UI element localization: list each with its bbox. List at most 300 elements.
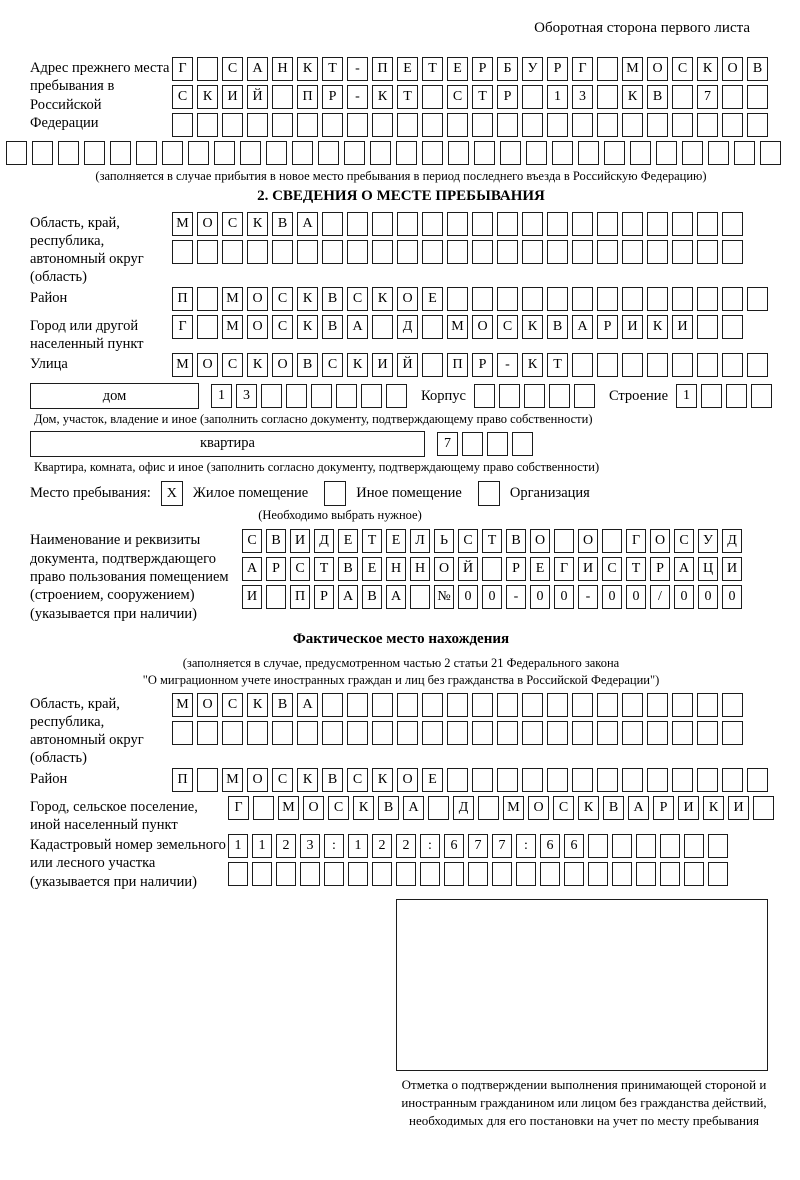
- char-box[interactable]: [622, 693, 643, 717]
- char-box[interactable]: К: [247, 353, 268, 377]
- char-box[interactable]: О: [272, 353, 293, 377]
- char-box[interactable]: Т: [547, 353, 568, 377]
- char-box[interactable]: [492, 862, 512, 886]
- char-box[interactable]: [747, 353, 768, 377]
- char-box[interactable]: [172, 240, 193, 264]
- char-box[interactable]: [684, 862, 704, 886]
- char-box[interactable]: [497, 693, 518, 717]
- char-box[interactable]: [547, 693, 568, 717]
- char-box[interactable]: 3: [300, 834, 320, 858]
- char-box[interactable]: Е: [530, 557, 550, 581]
- char-box[interactable]: П: [172, 287, 193, 311]
- char-box[interactable]: [722, 721, 743, 745]
- char-box[interactable]: В: [322, 287, 343, 311]
- char-box[interactable]: К: [247, 693, 268, 717]
- char-box[interactable]: [422, 693, 443, 717]
- char-box[interactable]: [448, 141, 469, 165]
- char-box[interactable]: И: [222, 85, 243, 109]
- char-box[interactable]: :: [420, 834, 440, 858]
- char-box[interactable]: К: [353, 796, 374, 820]
- char-box[interactable]: :: [516, 834, 536, 858]
- char-box[interactable]: [682, 141, 703, 165]
- char-box[interactable]: С: [347, 768, 368, 792]
- char-box[interactable]: 1: [547, 85, 568, 109]
- char-box[interactable]: [197, 768, 218, 792]
- char-box[interactable]: 7: [437, 432, 458, 456]
- char-box[interactable]: 1: [676, 384, 697, 408]
- char-box[interactable]: 7: [468, 834, 488, 858]
- char-box[interactable]: [697, 721, 718, 745]
- char-box[interactable]: В: [297, 353, 318, 377]
- char-box[interactable]: [344, 141, 365, 165]
- char-box[interactable]: [347, 693, 368, 717]
- char-box[interactable]: [597, 240, 618, 264]
- char-box[interactable]: Р: [472, 353, 493, 377]
- char-box[interactable]: А: [247, 57, 268, 81]
- char-box[interactable]: В: [647, 85, 668, 109]
- char-box[interactable]: Б: [497, 57, 518, 81]
- char-box[interactable]: [84, 141, 105, 165]
- char-box[interactable]: [647, 240, 668, 264]
- char-box[interactable]: С: [272, 287, 293, 311]
- char-box[interactable]: И: [622, 315, 643, 339]
- char-box[interactable]: Г: [172, 57, 193, 81]
- char-box[interactable]: [497, 721, 518, 745]
- char-box[interactable]: [697, 768, 718, 792]
- char-box[interactable]: [197, 315, 218, 339]
- char-box[interactable]: [697, 315, 718, 339]
- char-box[interactable]: [722, 768, 743, 792]
- char-box[interactable]: Т: [322, 57, 343, 81]
- char-box[interactable]: [222, 721, 243, 745]
- char-box[interactable]: [602, 529, 622, 553]
- char-box[interactable]: [684, 834, 704, 858]
- char-box[interactable]: [214, 141, 235, 165]
- char-box[interactable]: [760, 141, 781, 165]
- char-box[interactable]: Н: [272, 57, 293, 81]
- char-box[interactable]: [578, 141, 599, 165]
- char-box[interactable]: [549, 384, 570, 408]
- char-box[interactable]: К: [247, 212, 268, 236]
- char-box[interactable]: [554, 529, 574, 553]
- char-box[interactable]: 6: [444, 834, 464, 858]
- char-box[interactable]: [474, 141, 495, 165]
- char-box[interactable]: [522, 240, 543, 264]
- char-box[interactable]: [672, 353, 693, 377]
- checkbox-inoe[interactable]: [324, 481, 346, 506]
- char-box[interactable]: О: [528, 796, 549, 820]
- char-box[interactable]: [336, 384, 357, 408]
- char-box[interactable]: А: [338, 585, 358, 609]
- char-box[interactable]: [322, 212, 343, 236]
- char-box[interactable]: 2: [396, 834, 416, 858]
- char-box[interactable]: [247, 721, 268, 745]
- char-box[interactable]: В: [266, 529, 286, 553]
- char-box[interactable]: Р: [266, 557, 286, 581]
- char-box[interactable]: [396, 862, 416, 886]
- char-box[interactable]: [253, 796, 274, 820]
- char-box[interactable]: Т: [626, 557, 646, 581]
- char-box[interactable]: [347, 113, 368, 137]
- char-box[interactable]: [564, 862, 584, 886]
- char-box[interactable]: №: [434, 585, 454, 609]
- char-box[interactable]: [348, 862, 368, 886]
- char-box[interactable]: [422, 240, 443, 264]
- char-box[interactable]: [660, 834, 680, 858]
- char-box[interactable]: П: [290, 585, 310, 609]
- char-box[interactable]: Ц: [698, 557, 718, 581]
- char-box[interactable]: [247, 113, 268, 137]
- char-box[interactable]: [497, 240, 518, 264]
- char-box[interactable]: [612, 862, 632, 886]
- char-box[interactable]: 0: [554, 585, 574, 609]
- char-box[interactable]: [347, 212, 368, 236]
- char-box[interactable]: 0: [602, 585, 622, 609]
- char-box[interactable]: [370, 141, 391, 165]
- char-box[interactable]: Р: [322, 85, 343, 109]
- char-box[interactable]: [222, 113, 243, 137]
- char-box[interactable]: [422, 113, 443, 137]
- char-box[interactable]: М: [172, 353, 193, 377]
- char-box[interactable]: [722, 693, 743, 717]
- char-box[interactable]: [672, 721, 693, 745]
- char-box[interactable]: [347, 240, 368, 264]
- char-box[interactable]: Т: [397, 85, 418, 109]
- char-box[interactable]: [474, 384, 495, 408]
- char-box[interactable]: Р: [472, 57, 493, 81]
- char-box[interactable]: [261, 384, 282, 408]
- char-box[interactable]: И: [672, 315, 693, 339]
- char-box[interactable]: [747, 768, 768, 792]
- char-box[interactable]: Е: [338, 529, 358, 553]
- char-box[interactable]: [672, 113, 693, 137]
- char-box[interactable]: -: [497, 353, 518, 377]
- char-box[interactable]: Д: [314, 529, 334, 553]
- char-box[interactable]: [547, 212, 568, 236]
- char-box[interactable]: [472, 721, 493, 745]
- char-box[interactable]: О: [578, 529, 598, 553]
- char-box[interactable]: М: [278, 796, 299, 820]
- char-box[interactable]: С: [672, 57, 693, 81]
- char-box[interactable]: [697, 212, 718, 236]
- char-box[interactable]: [647, 353, 668, 377]
- char-box[interactable]: В: [362, 585, 382, 609]
- char-box[interactable]: [428, 796, 449, 820]
- char-box[interactable]: [647, 287, 668, 311]
- char-box[interactable]: Л: [410, 529, 430, 553]
- char-box[interactable]: С: [497, 315, 518, 339]
- char-box[interactable]: [266, 141, 287, 165]
- char-box[interactable]: С: [290, 557, 310, 581]
- char-box[interactable]: [297, 240, 318, 264]
- char-box[interactable]: [372, 721, 393, 745]
- char-box[interactable]: С: [553, 796, 574, 820]
- char-box[interactable]: [522, 212, 543, 236]
- char-box[interactable]: О: [472, 315, 493, 339]
- checkbox-org[interactable]: [478, 481, 500, 506]
- char-box[interactable]: [276, 862, 296, 886]
- char-box[interactable]: [447, 693, 468, 717]
- char-box[interactable]: [397, 693, 418, 717]
- char-box[interactable]: [188, 141, 209, 165]
- char-box[interactable]: [540, 862, 560, 886]
- char-box[interactable]: [497, 287, 518, 311]
- char-box[interactable]: [487, 432, 508, 456]
- checkbox-zhiloe[interactable]: X: [161, 481, 183, 506]
- char-box[interactable]: Д: [397, 315, 418, 339]
- char-box[interactable]: [597, 57, 618, 81]
- char-box[interactable]: [197, 113, 218, 137]
- char-box[interactable]: [672, 768, 693, 792]
- char-box[interactable]: Е: [447, 57, 468, 81]
- char-box[interactable]: М: [222, 315, 243, 339]
- char-box[interactable]: Ь: [434, 529, 454, 553]
- char-box[interactable]: [497, 113, 518, 137]
- char-box[interactable]: [444, 862, 464, 886]
- char-box[interactable]: [722, 287, 743, 311]
- char-box[interactable]: [500, 141, 521, 165]
- char-box[interactable]: [272, 113, 293, 137]
- char-box[interactable]: [622, 721, 643, 745]
- char-box[interactable]: [697, 240, 718, 264]
- char-box[interactable]: 2: [372, 834, 392, 858]
- char-box[interactable]: [136, 141, 157, 165]
- char-box[interactable]: Т: [362, 529, 382, 553]
- char-box[interactable]: Т: [422, 57, 443, 81]
- char-box[interactable]: И: [578, 557, 598, 581]
- char-box[interactable]: [522, 693, 543, 717]
- char-box[interactable]: [297, 113, 318, 137]
- char-box[interactable]: -: [578, 585, 598, 609]
- char-box[interactable]: [597, 353, 618, 377]
- char-box[interactable]: 6: [540, 834, 560, 858]
- char-box[interactable]: Т: [314, 557, 334, 581]
- char-box[interactable]: [318, 141, 339, 165]
- char-box[interactable]: [172, 721, 193, 745]
- char-box[interactable]: [172, 113, 193, 137]
- char-box[interactable]: [286, 384, 307, 408]
- char-box[interactable]: [747, 287, 768, 311]
- char-box[interactable]: -: [347, 57, 368, 81]
- char-box[interactable]: [472, 212, 493, 236]
- char-box[interactable]: [722, 113, 743, 137]
- char-box[interactable]: [697, 113, 718, 137]
- char-box[interactable]: К: [347, 353, 368, 377]
- char-box[interactable]: А: [674, 557, 694, 581]
- char-box[interactable]: [672, 240, 693, 264]
- char-box[interactable]: С: [322, 353, 343, 377]
- char-box[interactable]: 6: [564, 834, 584, 858]
- char-box[interactable]: К: [522, 315, 543, 339]
- char-box[interactable]: А: [297, 212, 318, 236]
- char-box[interactable]: 1: [228, 834, 248, 858]
- char-box[interactable]: [472, 113, 493, 137]
- char-box[interactable]: 1: [252, 834, 272, 858]
- char-box[interactable]: [753, 796, 774, 820]
- char-box[interactable]: [572, 240, 593, 264]
- char-box[interactable]: [722, 212, 743, 236]
- char-box[interactable]: М: [222, 768, 243, 792]
- char-box[interactable]: П: [372, 57, 393, 81]
- char-box[interactable]: К: [297, 287, 318, 311]
- char-box[interactable]: [422, 85, 443, 109]
- char-box[interactable]: О: [722, 57, 743, 81]
- char-box[interactable]: [697, 693, 718, 717]
- char-box[interactable]: В: [272, 212, 293, 236]
- char-box[interactable]: [604, 141, 625, 165]
- char-box[interactable]: А: [347, 315, 368, 339]
- char-box[interactable]: [526, 141, 547, 165]
- char-box[interactable]: М: [447, 315, 468, 339]
- char-box[interactable]: [447, 768, 468, 792]
- char-box[interactable]: П: [447, 353, 468, 377]
- char-box[interactable]: [747, 85, 768, 109]
- char-box[interactable]: [708, 834, 728, 858]
- char-box[interactable]: [420, 862, 440, 886]
- char-box[interactable]: [547, 721, 568, 745]
- char-box[interactable]: [547, 287, 568, 311]
- char-box[interactable]: [547, 768, 568, 792]
- char-box[interactable]: [622, 240, 643, 264]
- char-box[interactable]: И: [290, 529, 310, 553]
- char-box[interactable]: [447, 721, 468, 745]
- char-box[interactable]: [572, 721, 593, 745]
- char-box[interactable]: А: [386, 585, 406, 609]
- char-box[interactable]: [697, 287, 718, 311]
- char-box[interactable]: Г: [572, 57, 593, 81]
- char-box[interactable]: [322, 721, 343, 745]
- char-box[interactable]: [497, 212, 518, 236]
- char-box[interactable]: Е: [397, 57, 418, 81]
- char-box[interactable]: [512, 432, 533, 456]
- char-box[interactable]: [622, 287, 643, 311]
- char-box[interactable]: [751, 384, 772, 408]
- char-box[interactable]: [574, 384, 595, 408]
- char-box[interactable]: [361, 384, 382, 408]
- char-box[interactable]: С: [222, 693, 243, 717]
- char-box[interactable]: М: [172, 212, 193, 236]
- char-box[interactable]: [647, 693, 668, 717]
- char-box[interactable]: [292, 141, 313, 165]
- char-box[interactable]: [478, 796, 499, 820]
- char-box[interactable]: [266, 585, 286, 609]
- char-box[interactable]: [647, 768, 668, 792]
- char-box[interactable]: В: [506, 529, 526, 553]
- char-box[interactable]: [162, 141, 183, 165]
- char-box[interactable]: [672, 85, 693, 109]
- char-box[interactable]: Й: [397, 353, 418, 377]
- char-box[interactable]: Д: [453, 796, 474, 820]
- char-box[interactable]: А: [242, 557, 262, 581]
- char-box[interactable]: [6, 141, 27, 165]
- apartment-type-box[interactable]: [30, 431, 425, 457]
- char-box[interactable]: [660, 862, 680, 886]
- char-box[interactable]: Д: [722, 529, 742, 553]
- char-box[interactable]: [422, 721, 443, 745]
- char-box[interactable]: [588, 862, 608, 886]
- char-box[interactable]: [522, 113, 543, 137]
- char-box[interactable]: Г: [228, 796, 249, 820]
- char-box[interactable]: 0: [626, 585, 646, 609]
- char-box[interactable]: И: [722, 557, 742, 581]
- char-box[interactable]: [708, 862, 728, 886]
- char-box[interactable]: М: [622, 57, 643, 81]
- char-box[interactable]: [472, 287, 493, 311]
- char-box[interactable]: [396, 141, 417, 165]
- char-box[interactable]: К: [647, 315, 668, 339]
- char-box[interactable]: О: [647, 57, 668, 81]
- char-box[interactable]: [636, 862, 656, 886]
- char-box[interactable]: [597, 768, 618, 792]
- char-box[interactable]: Е: [422, 287, 443, 311]
- char-box[interactable]: [447, 212, 468, 236]
- char-box[interactable]: [197, 57, 218, 81]
- char-box[interactable]: Н: [410, 557, 430, 581]
- char-box[interactable]: Т: [472, 85, 493, 109]
- char-box[interactable]: С: [347, 287, 368, 311]
- char-box[interactable]: -: [506, 585, 526, 609]
- char-box[interactable]: 3: [572, 85, 593, 109]
- char-box[interactable]: [372, 315, 393, 339]
- char-box[interactable]: [247, 240, 268, 264]
- char-box[interactable]: В: [603, 796, 624, 820]
- char-box[interactable]: А: [403, 796, 424, 820]
- char-box[interactable]: 0: [530, 585, 550, 609]
- char-box[interactable]: О: [530, 529, 550, 553]
- char-box[interactable]: [697, 353, 718, 377]
- char-box[interactable]: К: [703, 796, 724, 820]
- char-box[interactable]: /: [650, 585, 670, 609]
- char-box[interactable]: [397, 113, 418, 137]
- char-box[interactable]: О: [197, 212, 218, 236]
- char-box[interactable]: С: [272, 315, 293, 339]
- char-box[interactable]: Г: [554, 557, 574, 581]
- char-box[interactable]: [647, 212, 668, 236]
- char-box[interactable]: [597, 212, 618, 236]
- char-box[interactable]: Е: [422, 768, 443, 792]
- char-box[interactable]: О: [434, 557, 454, 581]
- char-box[interactable]: К: [197, 85, 218, 109]
- char-box[interactable]: [588, 834, 608, 858]
- char-box[interactable]: К: [297, 768, 318, 792]
- char-box[interactable]: [722, 353, 743, 377]
- char-box[interactable]: О: [397, 287, 418, 311]
- char-box[interactable]: [397, 721, 418, 745]
- char-box[interactable]: [462, 432, 483, 456]
- char-box[interactable]: Е: [386, 529, 406, 553]
- char-box[interactable]: С: [222, 353, 243, 377]
- char-box[interactable]: [597, 287, 618, 311]
- char-box[interactable]: К: [372, 768, 393, 792]
- char-box[interactable]: [708, 141, 729, 165]
- char-box[interactable]: [701, 384, 722, 408]
- char-box[interactable]: С: [447, 85, 468, 109]
- char-box[interactable]: [240, 141, 261, 165]
- char-box[interactable]: [222, 240, 243, 264]
- char-box[interactable]: Р: [497, 85, 518, 109]
- char-box[interactable]: [347, 721, 368, 745]
- char-box[interactable]: [597, 85, 618, 109]
- char-box[interactable]: [300, 862, 320, 886]
- char-box[interactable]: С: [328, 796, 349, 820]
- char-box[interactable]: [572, 353, 593, 377]
- char-box[interactable]: 7: [697, 85, 718, 109]
- char-box[interactable]: О: [247, 315, 268, 339]
- char-box[interactable]: [516, 862, 536, 886]
- char-box[interactable]: [422, 353, 443, 377]
- char-box[interactable]: 1: [348, 834, 368, 858]
- char-box[interactable]: [447, 113, 468, 137]
